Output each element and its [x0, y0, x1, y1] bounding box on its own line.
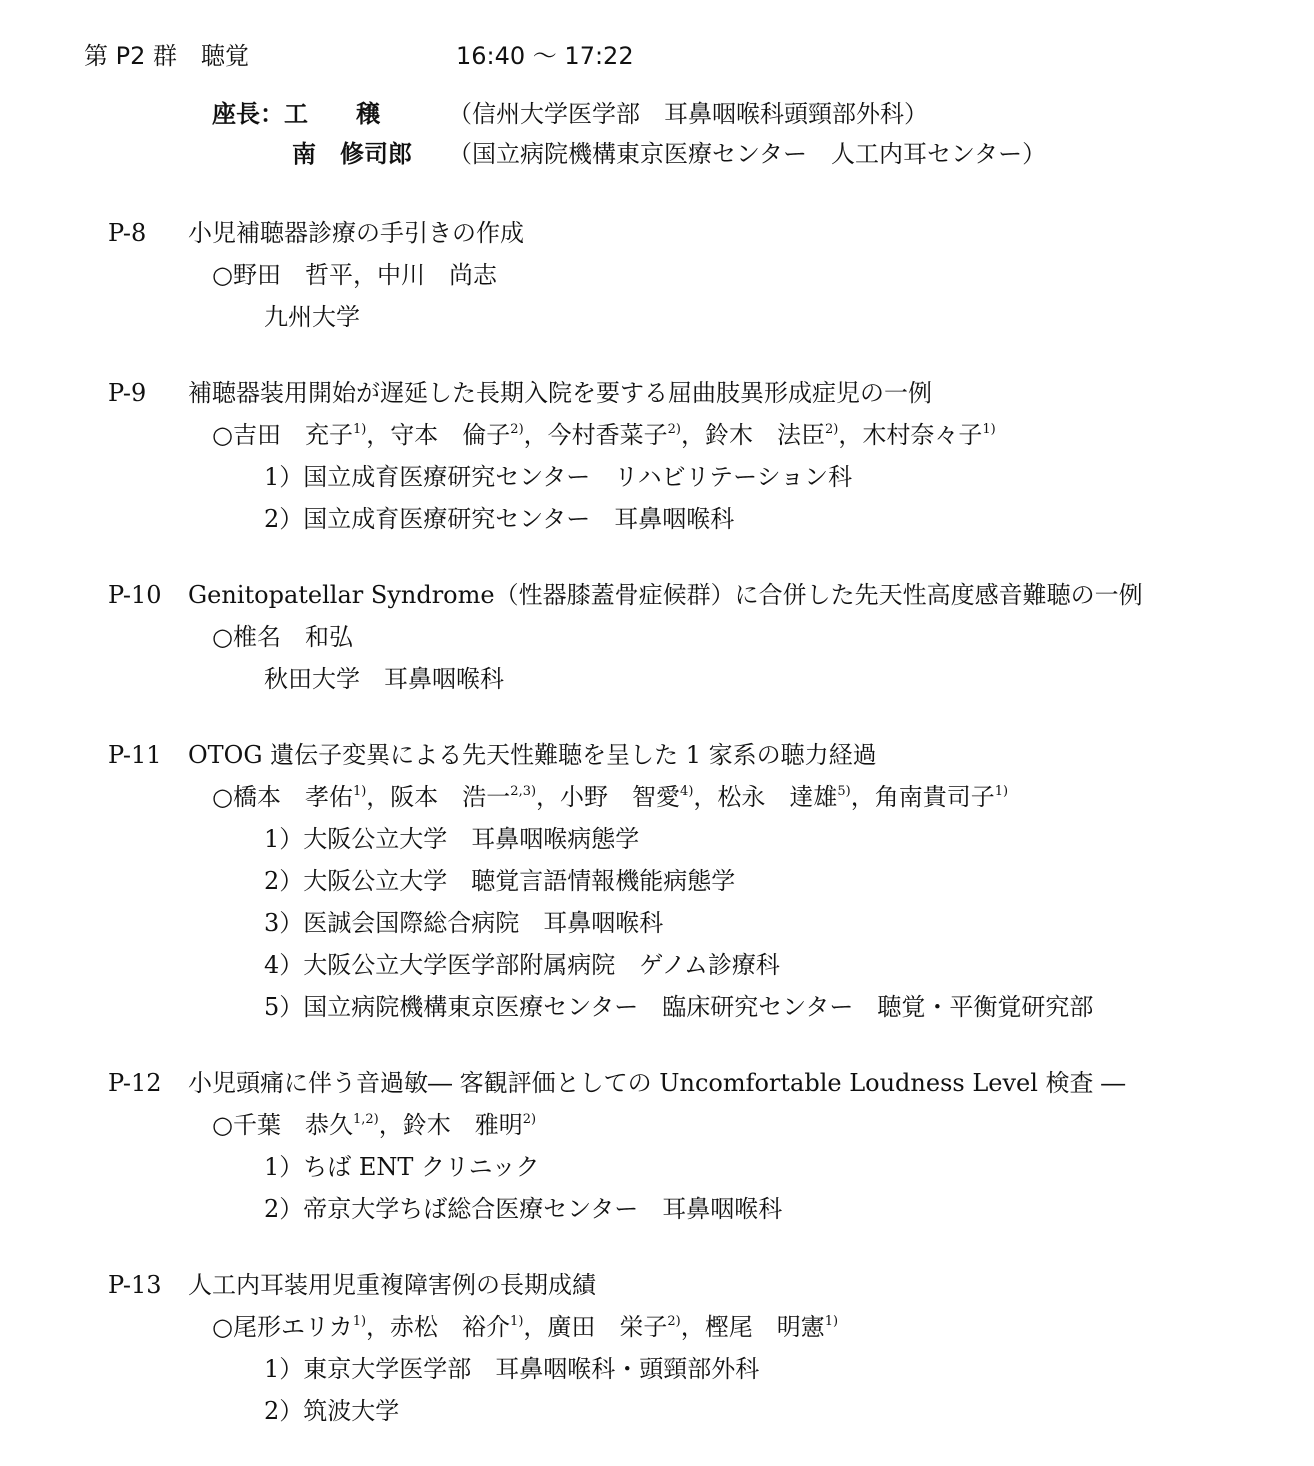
abstract-title: OTOG 遺伝子変異による先天性難聴を呈した 1 家系の聴力経過	[188, 741, 877, 769]
affiliation: 1）東京大学医学部 耳鼻咽喉科・頭頸部外科	[264, 1355, 760, 1383]
author-separator: ，	[523, 1313, 548, 1341]
author-name: 木村奈々子	[862, 421, 983, 449]
author-name: 角南貴司子	[874, 783, 995, 811]
author-separator: ，	[366, 783, 391, 811]
author-affiliation-marker: 2)	[667, 422, 681, 437]
abstract-id: P-11	[108, 741, 162, 769]
author-affiliation-marker: 1)	[510, 1314, 524, 1329]
affiliation: 2）国立成育医療研究センター 耳鼻咽喉科	[264, 505, 735, 533]
author-name: 赤松 裕介	[390, 1313, 511, 1341]
author-affiliation-marker: 1,2)	[352, 1112, 379, 1127]
author-name: ○野田 哲平	[212, 261, 353, 289]
chair-name: 南 修司郎	[292, 140, 412, 168]
abstract-id: P-9	[108, 379, 147, 407]
abstract-title: 小児補聴器診療の手引きの作成	[188, 219, 524, 247]
abstract-title: Genitopatellar Syndrome（性器膝蓋骨症候群）に合併した先天性高度感音難聴の一例	[188, 581, 1143, 609]
abstract-title-row	[108, 372, 1288, 414]
author-name: ○椎名 和弘	[212, 623, 353, 651]
author-name: ○尾形エリカ	[212, 1313, 353, 1341]
author-name: 樫尾 明憲	[704, 1313, 825, 1341]
author-name: 鈴木 雅明	[402, 1111, 523, 1139]
author-affiliation-marker: 1)	[994, 784, 1009, 799]
session-group: 第 P2 群 聴覚	[84, 42, 249, 70]
author-affiliation-marker: 2)	[510, 422, 524, 437]
author-list	[108, 616, 1288, 658]
affiliation: 2）帝京大学ちば総合医療センター 耳鼻咽喉科	[264, 1195, 783, 1223]
abstract-id: P-12	[108, 1069, 162, 1097]
abstract-entry	[108, 1264, 1288, 1432]
author-name: 松永 達雄	[717, 783, 838, 811]
abstract-title-row	[108, 1264, 1288, 1306]
author-name: 中川 尚志	[376, 261, 497, 289]
affiliation: 5）国立病院機構東京医療センター 臨床研究センター 聴覚・平衡覚研究部	[264, 993, 1094, 1021]
affiliation: 1）ちば ENT クリニック	[264, 1153, 540, 1181]
author-affiliation-marker: 1)	[352, 1314, 367, 1329]
abstract-title: 補聴器装用開始が遅延した長期入院を要する屈曲肢異形成症児の一例	[188, 379, 932, 407]
chair-name: 座長：工 穣	[212, 100, 380, 128]
author-affiliation-marker: 5)	[837, 784, 851, 799]
abstract-title-row	[108, 212, 1288, 254]
author-list	[108, 414, 1288, 456]
abstract-title-row	[108, 574, 1288, 616]
author-list	[108, 254, 1288, 296]
author-name: 阪本 浩一	[390, 783, 511, 811]
author-name: 守本 倫子	[390, 421, 511, 449]
author-separator: ，	[352, 261, 377, 289]
chair-row	[212, 134, 1272, 174]
author-affiliation-marker: 1)	[982, 422, 996, 437]
abstract-id: P-13	[108, 1271, 162, 1299]
author-affiliation-marker: 2)	[522, 1112, 537, 1127]
abstract-entry	[108, 574, 1288, 700]
author-list	[108, 1306, 1288, 1348]
author-separator: ，	[680, 421, 705, 449]
abstract-id: P-10	[108, 581, 162, 609]
abstract-entry	[108, 212, 1288, 338]
author-affiliation-marker: 1)	[352, 784, 367, 799]
author-affiliation-marker: 1)	[824, 1314, 839, 1329]
author-separator: ，	[850, 783, 875, 811]
session-time: 16:40 〜 17:22	[456, 42, 634, 70]
author-separator: ，	[693, 783, 718, 811]
abstract-list	[108, 212, 1288, 1466]
author-separator: ，	[366, 421, 391, 449]
affiliation: 4）大阪公立大学医学部附属病院 ゲノム診療科	[264, 951, 780, 979]
chairs-block	[212, 94, 1272, 174]
abstract-entry	[108, 372, 1288, 540]
author-affiliation-marker: 2,3)	[510, 784, 537, 799]
abstract-entry	[108, 734, 1288, 1028]
author-name: ○千葉 恭久	[212, 1111, 353, 1139]
chair-row	[212, 94, 1272, 134]
author-list	[108, 1104, 1288, 1146]
abstract-id: P-8	[108, 219, 147, 247]
author-name: 鈴木 法臣	[704, 421, 825, 449]
abstract-title-row	[108, 734, 1288, 776]
author-separator: ，	[680, 1313, 705, 1341]
session-header	[84, 36, 1284, 76]
author-affiliation-marker: 4)	[680, 784, 694, 799]
author-separator: ，	[366, 1313, 391, 1341]
author-name: 今村香菜子	[547, 421, 668, 449]
affiliation: 秋田大学 耳鼻咽喉科	[264, 665, 504, 693]
author-affiliation-marker: 2)	[667, 1314, 681, 1329]
affiliation: 2）大阪公立大学 聴覚言語情報機能病態学	[264, 867, 736, 895]
author-list	[108, 776, 1288, 818]
author-affiliation-marker: 2)	[824, 422, 839, 437]
author-separator: ，	[838, 421, 863, 449]
affiliation: 1）国立成育医療研究センター リハビリテーション科	[264, 463, 853, 491]
abstract-title: 小児頭痛に伴う音過敏― 客観評価としての Uncomfortable Loudness Level 検査 ―	[188, 1069, 1126, 1097]
affiliation: 2）筑波大学	[264, 1397, 400, 1425]
chair-affiliation: （信州大学医学部 耳鼻咽喉科頭頸部外科）	[448, 100, 928, 128]
affiliation: 九州大学	[264, 303, 360, 331]
author-separator: ，	[378, 1111, 403, 1139]
affiliation: 3）医誠会国際総合病院 耳鼻咽喉科	[264, 909, 664, 937]
chair-affiliation: （国立病院機構東京医療センター 人工内耳センター）	[448, 140, 1047, 168]
abstract-title: 人工内耳装用児重複障害例の長期成績	[188, 1271, 596, 1299]
author-name: 廣田 栄子	[547, 1313, 668, 1341]
author-name: 小野 智愛	[560, 783, 681, 811]
author-name: ○橋本 孝佑	[212, 783, 353, 811]
abstract-entry	[108, 1062, 1288, 1230]
author-separator: ，	[536, 783, 561, 811]
author-affiliation-marker: 1)	[352, 422, 367, 437]
author-name: ○吉田 充子	[212, 421, 353, 449]
abstract-title-row	[108, 1062, 1288, 1104]
affiliation: 1）大阪公立大学 耳鼻咽喉病態学	[264, 825, 640, 853]
author-separator: ，	[523, 421, 548, 449]
